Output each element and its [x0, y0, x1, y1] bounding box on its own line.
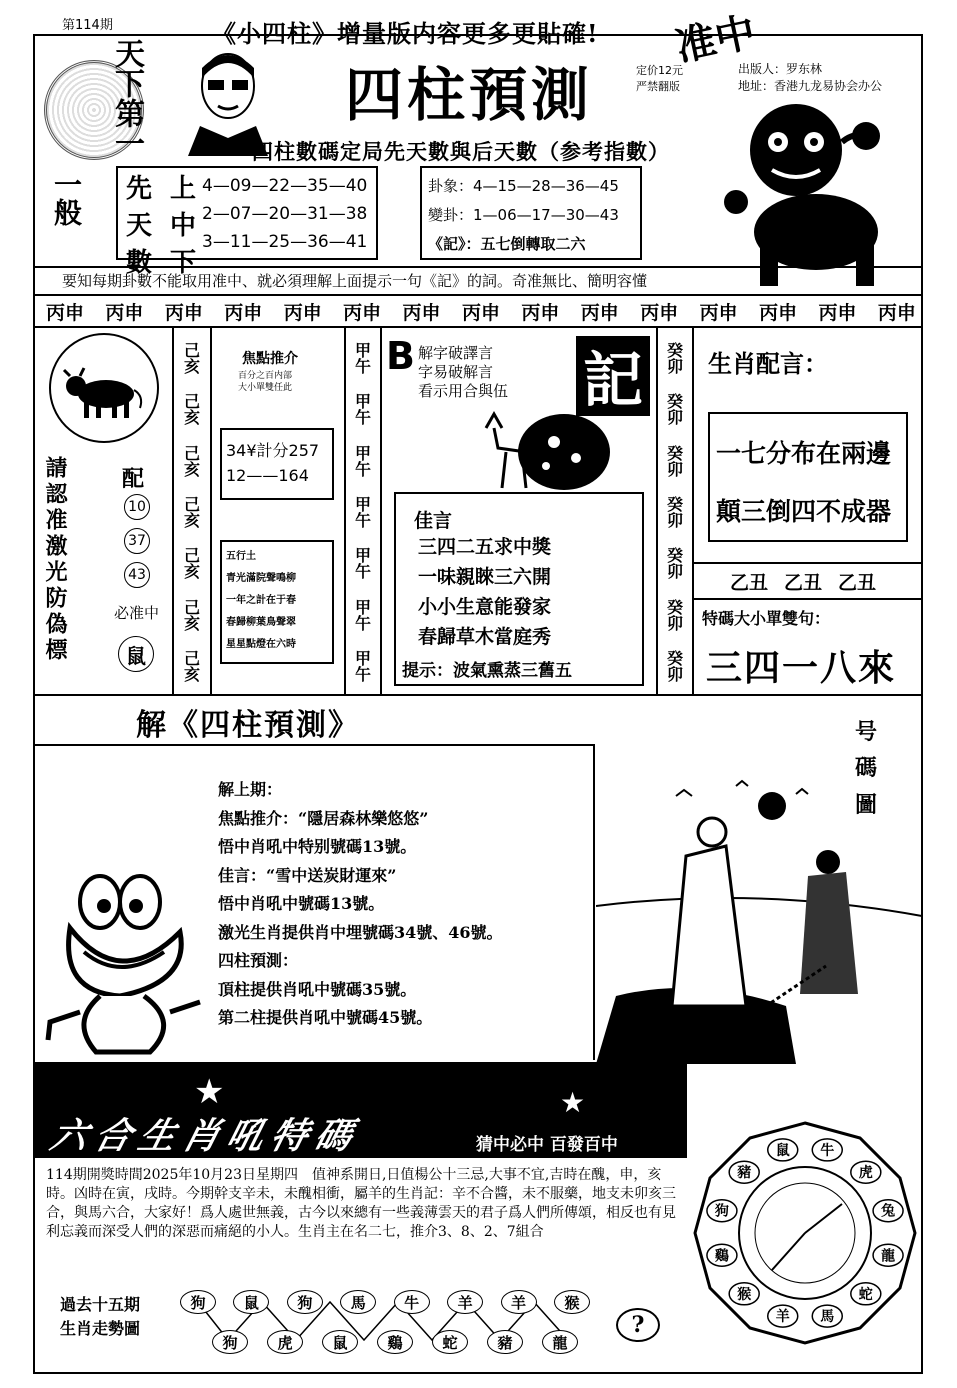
jiayan-line: 一味親睞三六開 [418, 566, 552, 588]
gui-mao-item: 癸卯 [664, 444, 684, 477]
past-zodiac: 鼠 [233, 1290, 269, 1314]
ji-hai-item: 己亥 [181, 650, 201, 683]
jia-wu-item: 甲午 [352, 495, 372, 528]
b-lines [418, 344, 508, 401]
pillars-col2 [166, 168, 200, 278]
special-title: 特碼大小單雙句： [702, 609, 831, 628]
wheel-zodiac: 狗 [714, 1203, 729, 1220]
pillar-label: 上 [169, 174, 196, 204]
focus-line1: 34¥計分257 [226, 441, 320, 460]
pei-label: 配 [122, 466, 145, 492]
bing-shen-item: 丙申 [343, 302, 382, 324]
shengxiao-title: 生肖配言： [708, 349, 828, 378]
pillar-row: 3—11—25—36—41 [202, 232, 368, 252]
star-icon: ★ [560, 1086, 586, 1119]
scholars-illustration [596, 776, 922, 1064]
ji-hai-item: 己亥 [181, 547, 201, 580]
bing-shen-item: 丙申 [818, 302, 857, 324]
past-question: ? [616, 1308, 660, 1342]
bing-shen-item: 丙申 [759, 302, 798, 324]
b-line: 看示用合與伍 [418, 382, 509, 400]
gua-row: 卦象：4—15—28—36—45 [428, 177, 619, 195]
ji-character: 記 [576, 336, 650, 416]
ji-hai-item: 己亥 [181, 444, 201, 477]
special-answer: 三四一八來 [706, 647, 897, 689]
jiayan-line: 三四二五求中獎 [418, 536, 552, 558]
jie-right-border [593, 744, 595, 1060]
past-label-1: 過去十五期 [60, 1295, 141, 1314]
past-zodiac: 龍 [542, 1330, 578, 1354]
jiayan-lines [418, 532, 551, 652]
jiayan-line: 小小生意能發家 [418, 596, 552, 618]
pillar-label: 天 [125, 211, 152, 241]
code-pic-char: 号 [854, 718, 877, 745]
wheel-zodiac: 鷄 [714, 1248, 729, 1265]
jia-wu-item: 甲午 [352, 547, 372, 580]
jiayan-hint: 提示：波氣熏蒸三舊五 [402, 661, 572, 681]
bing-shen-item: 丙申 [224, 302, 263, 324]
jia-wu-item: 甲午 [352, 650, 372, 683]
focus-sub2: 大小單雙任此 [238, 383, 293, 393]
gui-mao-item: 癸卯 [664, 341, 684, 374]
jie-line: 四柱預測： [218, 951, 299, 970]
pei-number: 43 [124, 562, 150, 588]
notice-text: 要知每期卦數不能取用准中、就必須理解上面提示一句《記》的詞。奇准無比、簡明容懂 [62, 272, 648, 290]
banner-slogan: 猜中必中 百發百中 [476, 1135, 618, 1155]
cartoon-character [40, 872, 210, 1062]
gua-note: 《記》：五七倒轉取二六 [428, 235, 586, 253]
pillars-rows [202, 172, 367, 256]
past-zodiac: 狗 [287, 1290, 323, 1314]
past-zodiac: 狗 [180, 1290, 216, 1314]
past-zodiac: 狗 [212, 1330, 248, 1354]
issue-number: 第114期 [62, 18, 113, 33]
price-label: 定价12元 [636, 64, 683, 77]
header-slogan: 《小四柱》增量版内容更多更貼確! [212, 19, 599, 48]
jie-line: 焦點推介：“隱居森林樂悠悠” [218, 808, 429, 828]
shengxiao-line2: 顛三倒四不成器 [716, 497, 892, 526]
wuxing-line: 青光滿院聲鳴柳 [226, 573, 296, 584]
must-hit-label: 必准中 [114, 604, 160, 622]
side-left-text: 天下第一 [109, 38, 144, 158]
pei-number: 10 [124, 494, 150, 520]
page-title: 四柱預測 [345, 61, 594, 129]
pillar-row: 2—07—20—31—38 [202, 204, 368, 224]
pillar-row: 4—09—22—35—40 [202, 176, 368, 196]
past-zodiac: 鼠 [322, 1330, 358, 1354]
zodiac-wheel [692, 1120, 918, 1346]
past-zodiac: 鷄 [377, 1330, 413, 1354]
bing-shen-item: 丙申 [283, 302, 322, 324]
wheel-zodiac: 虎 [858, 1165, 873, 1182]
wheel-zodiac: 馬 [820, 1309, 835, 1326]
yi-chou-row [730, 568, 876, 595]
bing-shen-item: 丙申 [164, 302, 203, 324]
focus-line2: 12——164 [226, 466, 309, 485]
past-label-2: 生肖走勢圖 [60, 1319, 141, 1338]
jie-lines [218, 776, 503, 1033]
past-zodiac: 蛇 [432, 1330, 468, 1354]
past-zodiac: 羊 [447, 1290, 483, 1314]
past-zodiac: 牛 [394, 1290, 430, 1314]
wuxing-line: 一年之計在于春 [226, 595, 296, 606]
subtitle: 四柱數碼定局先天數與后天數（参考指數） [252, 139, 670, 164]
bing-shen-item: 丙申 [46, 302, 85, 324]
divider-jihai [210, 326, 212, 694]
gua-rows [428, 172, 619, 259]
pillar-label: 下 [169, 248, 196, 278]
yi-chou-line-top [692, 562, 922, 564]
divider-jiawu-r [380, 326, 382, 694]
jie-line: 悟中肖吼中特别號碼13號。 [218, 837, 417, 856]
gua-row: 變卦：1—06—17—30—43 [428, 206, 619, 224]
address-label: 地址：香港九龙易协会办公 [738, 79, 883, 93]
bing-shen-item: 丙申 [580, 302, 619, 324]
past-zodiac: 羊 [501, 1290, 537, 1314]
past-zodiac: 馬 [340, 1290, 376, 1314]
ox-illustration [48, 332, 160, 444]
b-line: 解字破譯言 [418, 344, 494, 362]
b-letter: B [386, 334, 415, 378]
gui-mao-item: 癸卯 [664, 495, 684, 528]
deer-illustration [476, 408, 614, 494]
ji-hai-item: 己亥 [181, 598, 201, 631]
jie-line: 悟中肖吼中號碼13號。 [218, 894, 385, 913]
yi-chou-item: 乙丑 [730, 572, 769, 594]
wheel-zodiac: 猴 [737, 1286, 752, 1303]
ji-hai-item: 己亥 [181, 495, 201, 528]
jie-line: 解上期： [218, 780, 283, 799]
wheel-zodiac: 羊 [775, 1309, 790, 1326]
gui-mao-item: 癸卯 [664, 650, 684, 683]
publisher-label: 出版人：罗东林 [738, 62, 823, 76]
yi-chou-item: 乙丑 [784, 572, 823, 594]
anti-fake-vertical: 請認准激光防偽標 [42, 456, 68, 664]
shengxiao-line1: 一七分布在兩邊 [716, 439, 892, 468]
wheel-zodiac: 蛇 [858, 1286, 873, 1303]
notice-line-top [35, 266, 921, 268]
gui-mao-column [658, 332, 690, 692]
pillar-label: 中 [169, 211, 196, 241]
ji-hai-column [174, 332, 208, 692]
yi-chou-item: 乙丑 [838, 572, 877, 594]
wuxing-line: 春歸柳葉鳥聲翠 [226, 617, 296, 628]
wheel-zodiac: 鼠 [775, 1142, 790, 1159]
bing-shen-item: 丙申 [640, 302, 679, 324]
bing-shen-item: 丙申 [105, 302, 144, 324]
middle-bottom-line [35, 694, 921, 696]
past-zodiac: 猴 [554, 1290, 590, 1314]
focus-title: 焦點推介 [242, 351, 298, 367]
zodiac-circle: 鼠 [118, 636, 154, 672]
pei-numbers [124, 494, 150, 588]
lion-illustration [716, 92, 896, 292]
past-row2 [212, 1330, 578, 1354]
side-left-text2: 一般 [50, 170, 83, 226]
bing-shen-row [46, 298, 916, 325]
bing-shen-item: 丙申 [699, 302, 738, 324]
past-zodiac: 虎 [267, 1330, 303, 1354]
past-row1 [180, 1290, 590, 1314]
jia-wu-item: 甲午 [352, 393, 372, 426]
past-zodiac: 豬 [487, 1330, 523, 1354]
divider-guimao-r [692, 326, 694, 694]
bing-shen-line-top [35, 294, 921, 296]
wuxing-line: 五行土 [226, 551, 256, 562]
ji-hai-item: 己亥 [181, 341, 201, 374]
focus-sub1: 百分之百内部 [238, 371, 293, 381]
jiayan-line: 春歸草木當庭秀 [418, 626, 552, 648]
yi-chou-line-bottom [692, 598, 922, 600]
jie-line: 頂柱提供肖吼中號碼35號。 [218, 979, 417, 999]
bing-shen-item: 丙申 [402, 302, 441, 324]
bing-shen-item: 丙申 [521, 302, 560, 324]
top-right-stamp: 准中 [671, 9, 760, 71]
wuxing-lines [226, 546, 296, 656]
jie-title-underline [35, 744, 593, 746]
bing-shen-item: 丙申 [461, 302, 500, 324]
jia-wu-item: 甲午 [352, 598, 372, 631]
pillar-label: 數 [125, 248, 152, 278]
jie-title: 解《四柱預測》 [136, 708, 360, 743]
jiayan-title: 佳言 [414, 510, 453, 532]
jia-wu-item: 甲午 [352, 341, 372, 374]
jia-wu-item: 甲午 [352, 444, 372, 477]
jie-line: 佳言：“雪中送炭財運來” [218, 865, 397, 885]
wheel-zodiac: 牛 [820, 1142, 835, 1159]
gui-mao-item: 癸卯 [664, 393, 684, 426]
code-pic-char: 碼 [854, 755, 877, 782]
jia-wu-column [346, 332, 378, 692]
gui-mao-item: 癸卯 [664, 598, 684, 631]
wuxing-line: 星星點燈在六時 [226, 639, 296, 650]
b-line: 字易破解言 [418, 363, 494, 381]
wheel-zodiac: 豬 [737, 1165, 752, 1182]
jie-line: 激光生肖提供肖中埋號碼34號、46號。 [218, 922, 503, 942]
gui-mao-item: 癸卯 [664, 547, 684, 580]
wheel-zodiac: 兔 [881, 1203, 896, 1220]
bing-shen-item: 丙申 [877, 302, 916, 324]
period-paragraph: 114期開獎時間2025年10月23日星期四 值神系開日,日值楊公十三忌,大事不宜,吉時在醜，申，亥時。凶時在寅，戌時。今期幹支辛未，未醜相衝，屬羊的生肖記：辛不合醬，未不服藥，地支未卯亥三合，與馬六合，大家好！爲人處世無義，古今以來總有一些義薄雲天的君子爲人們所傳頌，相反也有見利忘義而深受人們的深惡而痛絕的小人。生肖主在名二七，推介3、8、2、7組合 [46, 1167, 676, 1240]
ji-hai-item: 己亥 [181, 393, 201, 426]
wheel-zodiac: 龍 [881, 1248, 896, 1265]
code-pic-char: 圖 [854, 792, 877, 819]
no-copy-label: 严禁翻版 [636, 80, 680, 93]
banner-script: 六合生肖吼特碼 [46, 1115, 365, 1157]
pillars-col1 [122, 168, 156, 278]
pei-number: 37 [124, 528, 150, 554]
bing-shen-line-bottom [35, 326, 921, 328]
jie-line: 第二柱提供肖吼中號碼45號。 [218, 1008, 433, 1027]
pillar-label: 先 [125, 174, 152, 204]
star-icon: ★ [194, 1072, 225, 1112]
